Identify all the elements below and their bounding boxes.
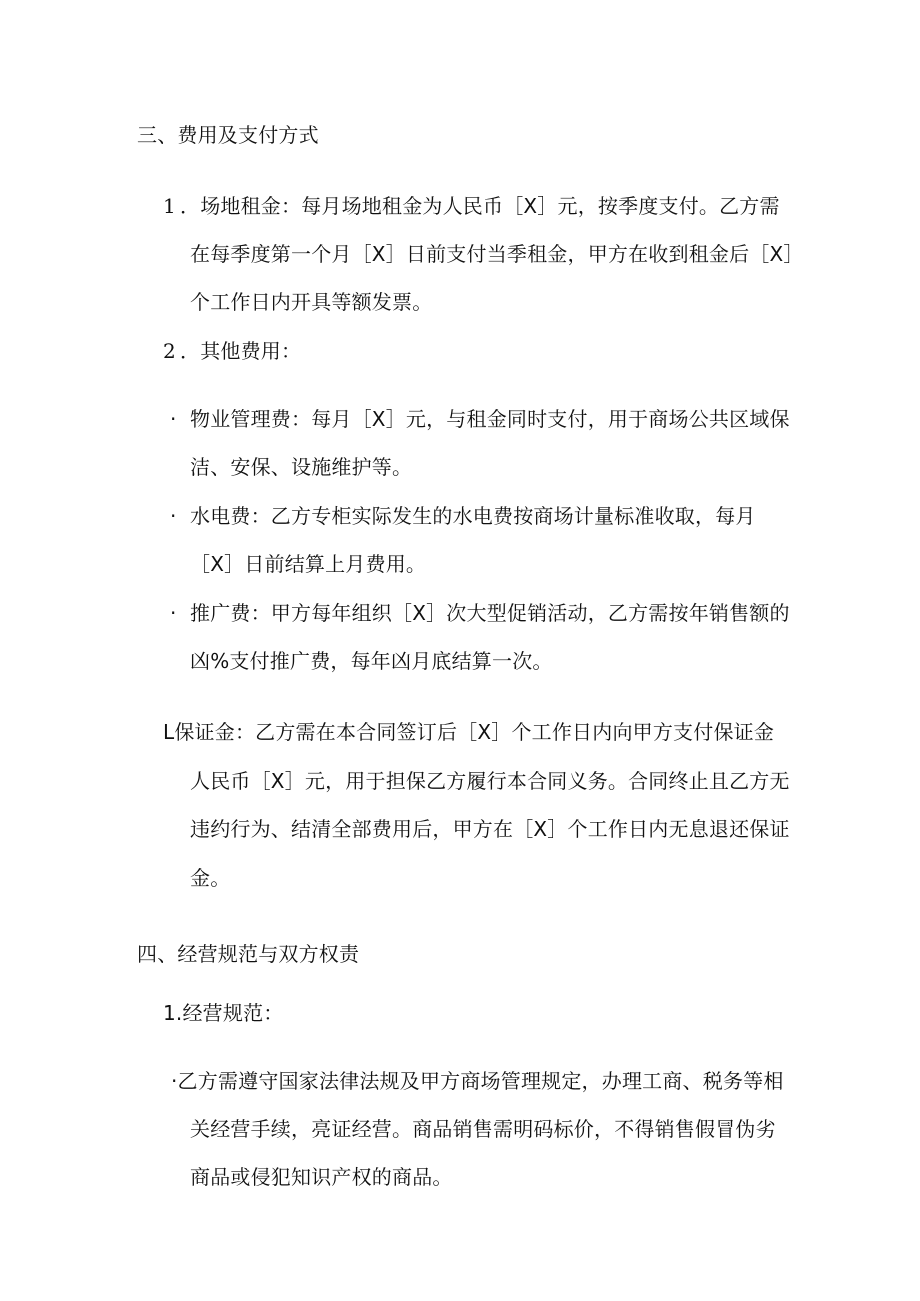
bullet-marker: ·: [170, 601, 177, 625]
section-4-bullet-line-1: ·乙方需遵守国家法律法规及甲方商场管理规定，办理工商、税务等相: [171, 1069, 784, 1093]
item-2-number: 2: [163, 339, 176, 363]
item-3-line-3: 违约行为、结清全部费用后，甲方在［X］个工作日内无息退还保证: [190, 817, 790, 841]
item-3-line-4: 金。: [190, 866, 231, 890]
bullet-promotion-line-1: 推广费：甲方每年组织［X］次大型促销活动，乙方需按年销售额的: [190, 601, 790, 625]
bullet-property-fee-line-1: 物业管理费：每月［X］元，与租金同时支付，用于商场公共区域保: [190, 407, 790, 431]
bullet-promotion-line-2: 凶%支付推广费，每年凶月底结算一次。: [190, 649, 553, 673]
item-3-line-1: L保证金：乙方需在本合同签订后［X］个工作日内向甲方支付保证金: [163, 720, 775, 744]
section-3-heading: 三、费用及支付方式: [137, 123, 319, 147]
section-4-bullet-line-3: 商品或侵犯知识产权的商品。: [190, 1165, 453, 1189]
item-2-label: ．其他费用：: [180, 339, 302, 363]
item-1-number: 1: [163, 194, 176, 218]
bullet-utilities-line-2: ［X］日前结算上月费用。: [190, 552, 427, 576]
item-1-line-1: ．场地租金：每月场地租金为人民币［X］元，按季度支付。乙方需: [180, 194, 780, 218]
section-4-heading: 四、经营规范与双方权责: [137, 942, 360, 966]
section-4-item-1-label: 1.经营规范：: [163, 1001, 284, 1025]
bullet-utilities-line-1: 水电费：乙方专柜实际发生的水电费按商场计量标准收取，每月: [190, 504, 756, 528]
bullet-marker: ·: [170, 407, 177, 431]
item-3-line-2: 人民币［X］元，用于担保乙方履行本合同义务。合同终止且乙方无: [190, 769, 790, 793]
bullet-marker: ·: [170, 504, 177, 528]
item-1-line-3: 个工作日内开具等额发票。: [190, 290, 433, 314]
item-1-line-2: 在每季度第一个月［X］日前支付当季租金，甲方在收到租金后［X］: [190, 242, 804, 266]
bullet-property-fee-line-2: 洁、安保、设施维护等。: [190, 455, 413, 479]
section-4-bullet-line-2: 关经营手续，亮证经营。商品销售需明码标价，不得销售假冒伪劣: [190, 1117, 776, 1141]
